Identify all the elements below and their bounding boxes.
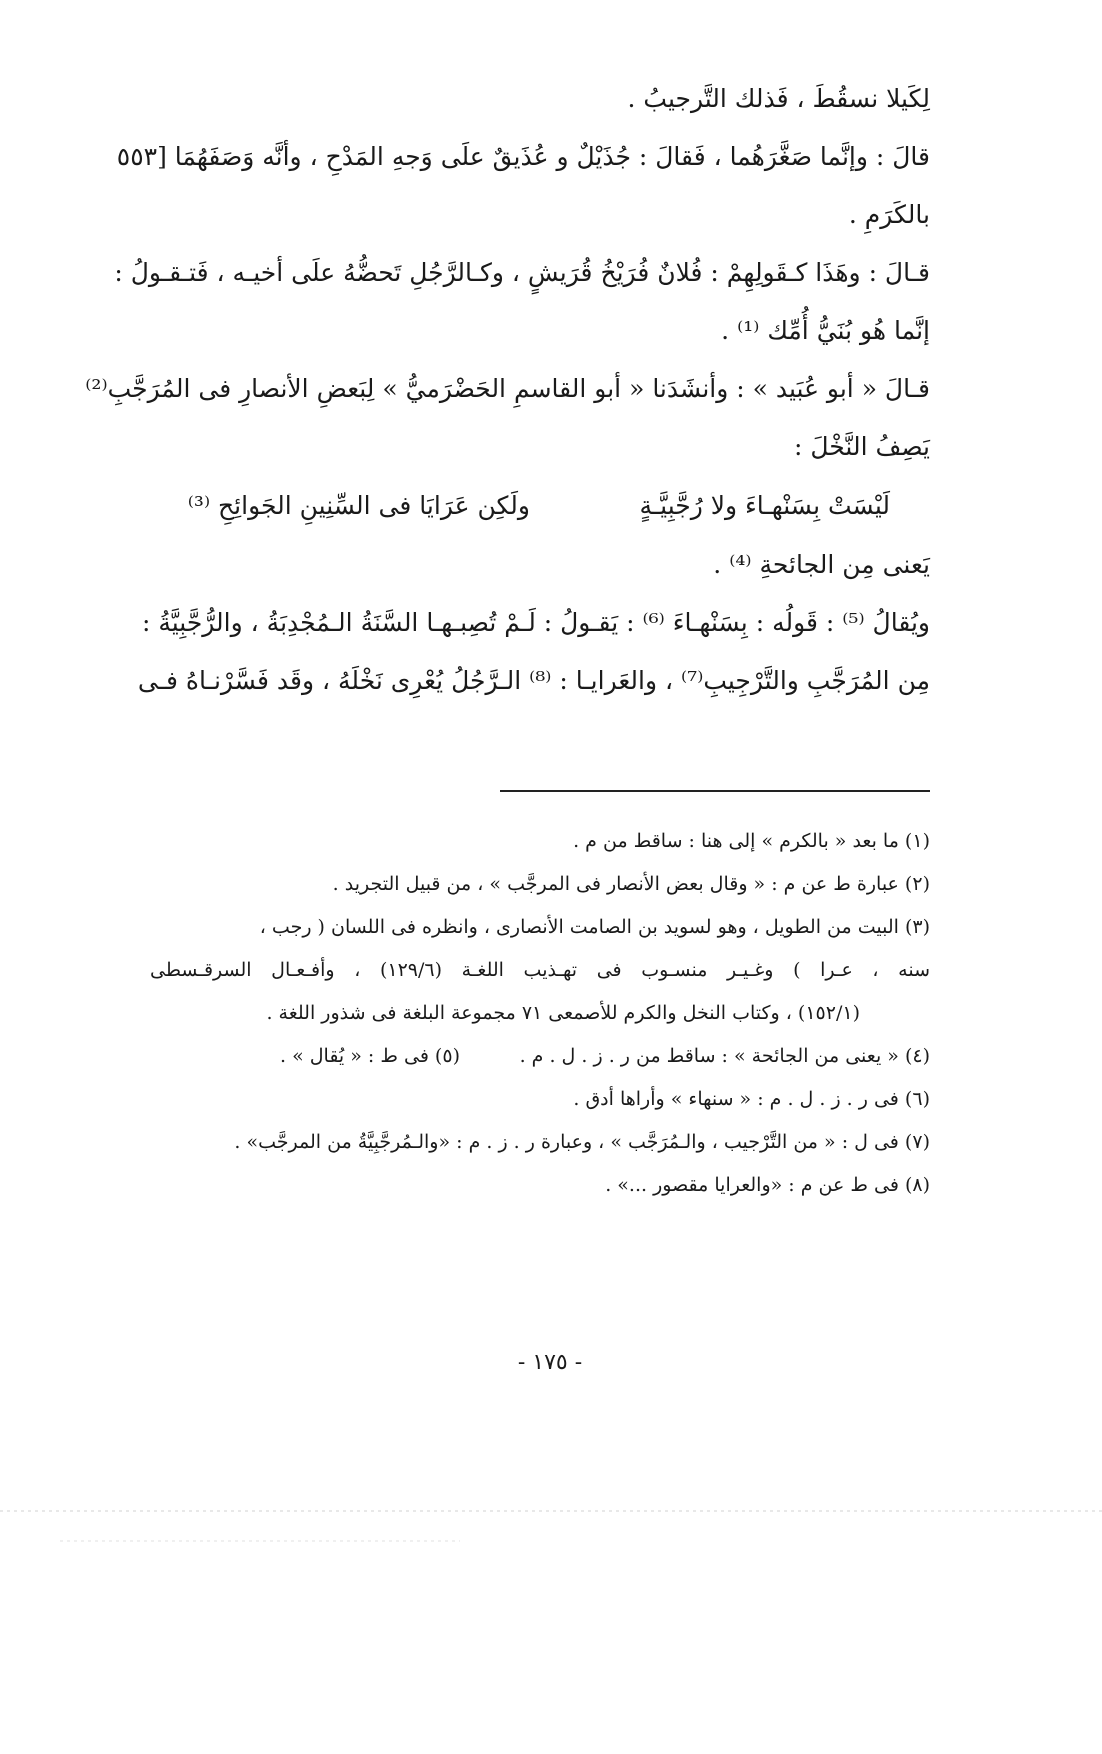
page-number: - ١٧٥ - [517, 1350, 583, 1375]
text-line-9: ويُقالُ ⁽⁵⁾ : قَولُه : بِسَنْهـاءَ ⁽⁶⁾ : يَقـولُ : لَـمْ تُصِبـهـا السَّنَةُ الـمُجْدِبَةُ ، والرُّجَّبِيَّةُ : [141, 608, 930, 637]
footnote-1: (١) ما بعد « بالكرم » إلى هنا : ساقط من م . [573, 830, 930, 852]
footnote-divider [500, 790, 930, 792]
text-line-3: بالكَرَمِ . [848, 200, 930, 229]
footnote-6: (٦) فى ر . ز . ل . م : « سنهاء » وأراها أدق . [573, 1088, 930, 1110]
footnote-7: (٧) فى ل : « من التَّرْجيب ، والـمُرَجَّب » ، وعبارة ر . ز . م : «والـمُرجَّبِيَّةُ من المرجَّب» . [234, 1131, 930, 1153]
text-line-6: قـالَ « أبو عُبَيد » : وأنشَدَنا « أبو القاسمِ الحَضْرَميُّ » لِبَعضِ الأنصارِ فى المُرَجَّبِ⁽²⁾ [85, 374, 930, 403]
poetry-verse [150, 476, 930, 536]
footnote-3-continued: سنه ، عـرا ) وغـيـر منسـوب فى تهـذيب اللغـة (١٢٩/٦) ، وأفـعـال السرقـسطى [150, 959, 930, 981]
text-line-2: قالَ : وإنَّما صَغَّرَهُما ، فَقالَ : جُذَيْلٌ و عُذَيقٌ علَى وَجهِ المَدْحِ ، وأنَّه وَصَفَهُمَا [٥٥٣ [116, 142, 930, 171]
scan-artifact-2 [60, 1540, 460, 1542]
text-line-10: مِن المُرَجَّبِ والتَّرْجِيبِ⁽⁷⁾ ، والعَرايـا : ⁽⁸⁾ الـرَّجُلُ يُعْرِى نَخْلَهُ ، وقَد فَسَّرْنـاهُ فـى [137, 666, 930, 695]
text-line-7: يَصِفُ النَّخْلَ : [793, 432, 930, 461]
footnotes [150, 820, 930, 1207]
footnote-4: (٤) « يعنى من الجائحة » : ساقط من ر . ز . ل . م . [519, 1045, 930, 1067]
footnote-row-4-5 [150, 1035, 930, 1078]
verse-hemistich-first: لَيْسَتْ بِسَنْهـاءَ ولا رُجَّبِيَّـةٍ [639, 491, 890, 520]
main-text [85, 70, 930, 710]
verse-hemistich-second: ولَكِن عَرَايَا فى السِّنِينِ الجَوائِحِ ⁽³⁾ [187, 491, 530, 520]
footnote-8: (٨) فى ط عن م : «والعرايا مقصور ...» . [605, 1174, 930, 1196]
text-line-1: لِكَيلا نسقُطَ ، فَذلك التَّرجيبُ . [627, 84, 930, 113]
footnote-3-continued-2: (١٥٢/١) ، وكتاب النخل والكرم للأصمعى ٧١ مجموعة البلغة فى شذور اللغة . [266, 1002, 860, 1024]
footnote-5: (٥) فى ط : « يُقال » . [279, 1045, 460, 1067]
text-line-8: يَعنى مِن الجائحةِ ⁽⁴⁾ . [713, 550, 930, 579]
scan-artifact [0, 1510, 1102, 1512]
footnote-3: (٣) البيت من الطويل ، وهو لسويد بن الصامت الأنصارى ، وانظره فى اللسان ( رجب ، [259, 916, 930, 938]
text-line-4: قـالَ : وهَذَا كـقَولِهِمْ : فُلانٌ فُرَيْخُ قُرَيشٍ ، وكـالرَّجُلِ تَحضُّهُ علَى أخيـه ، فَتـقـولُ : [114, 258, 930, 287]
footnote-2: (٢) عبارة ط عن م : « وقال بعض الأنصار فى المرجَّب » ، من قبيل التجريد . [332, 873, 930, 895]
text-line-5: إنَّما هُو بُنَيُّ أُمِّك ⁽¹⁾ . [721, 316, 930, 345]
